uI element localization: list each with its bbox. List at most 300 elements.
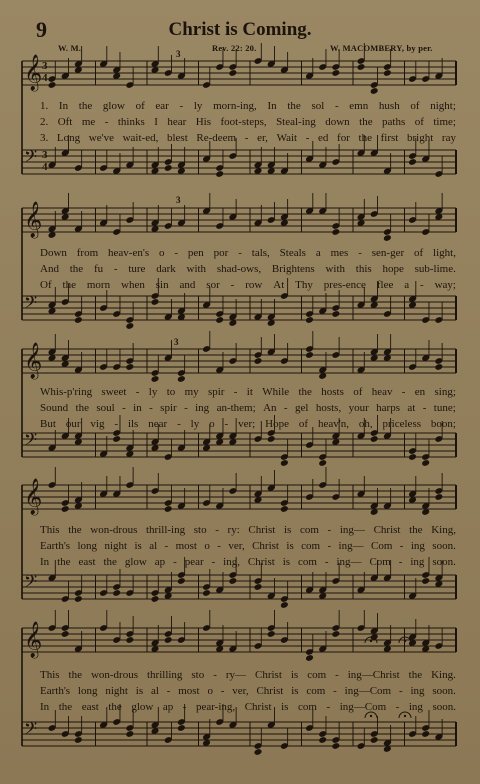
note-head <box>331 228 340 236</box>
note-head <box>267 630 276 638</box>
lyric-word: And <box>40 263 59 275</box>
hymn-title: Christ is Coming. <box>168 19 312 40</box>
lyric-word: to <box>166 386 176 398</box>
lyric-word: in <box>133 402 142 414</box>
lyric-word: is <box>290 669 299 681</box>
lyric-word: heav <box>371 386 393 398</box>
lyric-word: o <box>204 540 210 552</box>
bass-clef-icon: 𝄢 <box>24 571 38 596</box>
lyric-word: hosts, <box>315 402 342 414</box>
lyric-word: ture <box>128 263 146 275</box>
lyric-word: - <box>135 386 140 398</box>
lyric-word: soon. <box>432 685 456 697</box>
lyric-word: - <box>220 685 225 697</box>
lyric-word: - <box>401 386 406 398</box>
lyric-line <box>40 245 456 261</box>
lyric-word: of <box>410 100 420 112</box>
lyric-word: time; <box>433 116 456 128</box>
lyric-word: a <box>404 279 410 291</box>
note-head <box>112 435 121 443</box>
note-head <box>318 459 327 467</box>
lyric-word: foot-steps, <box>220 116 267 128</box>
lyric-word: com <box>297 556 317 568</box>
lyric-word: - <box>327 524 332 536</box>
note-head <box>151 298 160 306</box>
lyric-word: the <box>408 669 423 681</box>
note-head <box>331 69 340 77</box>
time-signature-digit: 4 <box>42 72 48 84</box>
lyric-word: sin <box>155 279 169 291</box>
lyric-word: This <box>40 524 60 536</box>
note-head <box>318 736 327 744</box>
lyric-word: ing <box>410 556 425 568</box>
note-head <box>254 748 263 756</box>
lyric-word: - <box>166 685 171 697</box>
hymn-number: 9 <box>36 17 47 42</box>
lyric-word: - <box>104 116 109 128</box>
lyric-word: - <box>149 402 153 414</box>
lyric-word: paths <box>382 116 406 128</box>
treble-clef-icon: 𝄞 <box>24 621 43 658</box>
lyric-word: Christ <box>255 669 282 681</box>
lyric-line <box>40 98 456 114</box>
note-head <box>74 316 83 324</box>
treble-clef-icon: 𝄞 <box>24 201 43 238</box>
lyric-word: - <box>211 556 216 568</box>
lyric-word: - <box>174 247 179 259</box>
lyric-line <box>40 554 456 570</box>
lyric-word: the <box>103 556 117 568</box>
lyric-line <box>40 384 456 400</box>
lyric-word: the <box>69 263 84 275</box>
lyric-word: sto <box>193 524 207 536</box>
lyric-word: the <box>58 701 73 713</box>
time-signature-digit: 4 <box>42 161 48 173</box>
lyric-word: ing <box>195 402 210 414</box>
lyrics-system-1 <box>40 98 456 146</box>
lyric-word: - <box>215 524 219 536</box>
lyric-word: Christ <box>373 524 401 536</box>
treble-clef-icon: 𝄞 <box>24 342 43 379</box>
lyric-word: way; <box>434 279 456 291</box>
lyric-word: night <box>105 685 128 697</box>
lyric-word: bright <box>406 132 434 144</box>
lyric-line <box>40 277 456 293</box>
lyric-word: - <box>184 402 188 414</box>
note-head <box>267 435 276 443</box>
lyric-word: is <box>135 685 144 697</box>
lyrics-system-2 <box>40 245 456 293</box>
lyric-word: of <box>353 386 363 398</box>
lyric-word: 1. <box>40 100 49 112</box>
lyric-word: boon; <box>430 418 456 430</box>
note-head <box>331 310 340 318</box>
lyric-line <box>40 130 456 146</box>
lyric-word: ly <box>190 418 200 430</box>
lyric-line <box>40 416 456 432</box>
note-head <box>434 363 443 371</box>
note-head <box>177 577 186 585</box>
lyric-word: soul <box>96 402 115 414</box>
lyric-word: Whis-p'ring <box>40 386 93 398</box>
lyric-word: ver; <box>238 418 256 430</box>
note-head <box>383 234 392 242</box>
lyric-word: - <box>358 247 362 259</box>
lyric-word: ing, <box>223 556 240 568</box>
lyric-word: - <box>420 279 424 291</box>
lyric-word: the <box>57 556 71 568</box>
lyric-word: the <box>359 116 373 128</box>
lyric-word: fu <box>93 263 104 275</box>
lyric-word: Christ <box>247 556 275 568</box>
lyric-word: priceless <box>382 418 421 430</box>
bass-clef-icon: 𝄢 <box>24 429 38 454</box>
note-head <box>202 589 211 597</box>
lyric-word: Long <box>56 132 81 144</box>
lyric-word: Earth's <box>40 540 71 552</box>
lyric-word: me <box>81 116 96 128</box>
lyric-word: ils <box>127 418 139 430</box>
lyric-word: - <box>177 418 181 430</box>
lyric-word: with <box>186 263 207 275</box>
lyric-word: - <box>305 132 310 144</box>
lyric-line <box>40 400 456 416</box>
lyric-word: In <box>267 100 277 112</box>
lyric-line <box>40 699 456 715</box>
lyric-line <box>40 261 456 277</box>
lyric-word: sol <box>311 100 325 112</box>
lyric-word: ing— <box>338 540 364 552</box>
lyric-word: - <box>179 100 184 112</box>
note-head <box>228 69 237 77</box>
lyric-word: the <box>287 100 301 112</box>
lyric-word: pear <box>184 556 204 568</box>
lyric-word: Oft <box>57 116 73 128</box>
lyric-word: pear-ing, <box>195 701 236 713</box>
note-head <box>331 742 340 750</box>
lyric-word: with <box>325 263 346 275</box>
note-head <box>48 81 57 89</box>
lyric-word: com <box>299 524 319 536</box>
lyric-word: hosts <box>321 386 344 398</box>
triplet-mark: 3 <box>180 312 185 322</box>
lyric-word: - <box>230 279 235 291</box>
composer-credit: W. MACOMBERY, by per. <box>330 43 433 53</box>
treble-clef-icon: 𝄞 <box>24 478 43 515</box>
treble-clef-icon: 𝄞 <box>24 54 43 91</box>
lyric-word: Earth's <box>40 685 71 697</box>
lyric-word: Wait <box>276 132 298 144</box>
lyric-word: - <box>122 402 126 414</box>
lyric-word: ing—Com <box>339 701 387 713</box>
lyric-word: pres-ence <box>323 279 366 291</box>
lyric-word: - <box>224 418 229 430</box>
note-head <box>305 654 314 662</box>
lyric-word: por <box>213 247 229 259</box>
lyric-word: Steal-ing <box>276 116 316 128</box>
lyric-word: In <box>40 556 50 568</box>
lyric-word: thrill-ing <box>146 524 186 536</box>
note-head <box>125 322 134 330</box>
lyric-word: - <box>398 556 403 568</box>
lyric-word: com <box>298 701 317 713</box>
note-head <box>164 636 173 644</box>
lyric-word: hush <box>378 100 400 112</box>
lyric-word: Christ <box>244 701 272 713</box>
note-head <box>383 69 392 77</box>
lyric-word: Of <box>40 279 52 291</box>
lyric-word: ray <box>441 132 456 144</box>
lyric-word: ry: <box>227 524 240 536</box>
fermata-dot <box>370 640 372 642</box>
lyric-word: morn <box>86 279 111 291</box>
lyric-word: morn-ing, <box>213 100 257 112</box>
lyric-word: when <box>121 279 145 291</box>
lyric-word: sub-lime. <box>414 263 456 275</box>
note-head <box>254 357 263 365</box>
lyric-word: - <box>113 263 118 275</box>
lyric-word: Hope <box>265 418 289 430</box>
lyric-word: pen <box>187 247 204 259</box>
triplet-mark: 3 <box>174 337 179 347</box>
lyrics-system-5 <box>40 667 456 715</box>
lyric-line <box>40 522 456 538</box>
note-head <box>74 595 83 603</box>
lyric-word: ly <box>148 386 158 398</box>
lyric-word: - <box>398 685 403 697</box>
note-head <box>112 589 121 597</box>
lyric-word: shad-ows, <box>216 263 262 275</box>
lyric-word: - <box>244 132 249 144</box>
lyric-word: vig <box>90 418 105 430</box>
note-head <box>61 630 70 638</box>
lyric-word: the <box>358 132 372 144</box>
lyric-word: ver, <box>232 685 249 697</box>
lyric-word: at <box>407 402 416 414</box>
lyric-word: and <box>179 279 196 291</box>
note-head <box>151 595 160 603</box>
note-head <box>408 158 417 166</box>
lyric-word: Brightens <box>271 263 315 275</box>
note-head <box>125 730 134 738</box>
note-head <box>305 351 314 359</box>
lyric-word: - <box>324 556 329 568</box>
lyric-word: heav-en's <box>108 247 150 259</box>
lyric-word: - <box>326 701 331 713</box>
lyric-word: - <box>233 386 238 398</box>
note-head <box>125 636 134 644</box>
lyric-line <box>40 683 456 699</box>
lyric-word: dark <box>156 263 176 275</box>
lyric-word: - <box>173 556 177 568</box>
lyric-word: won-drous <box>90 669 139 681</box>
lyric-word: 3. <box>40 132 49 144</box>
lyric-word: o <box>158 247 165 259</box>
lyric-word: - <box>335 669 339 681</box>
time-signature-digit: 3 <box>42 149 48 161</box>
lyric-word: down <box>325 116 350 128</box>
note-head <box>74 736 83 744</box>
lyric-word: tals, <box>251 247 270 259</box>
note-head <box>164 164 173 172</box>
lyric-word: In <box>58 100 69 112</box>
lyric-word: the <box>68 524 82 536</box>
lyric-word: sing; <box>434 386 456 398</box>
lyric-word: the <box>75 402 89 414</box>
note-head <box>125 363 134 371</box>
lyric-word: sweet <box>101 386 127 398</box>
note-head <box>280 601 289 609</box>
note-head <box>164 505 173 513</box>
lyric-word: ing <box>410 685 425 697</box>
lyric-word: we've <box>88 132 114 144</box>
note-head <box>421 730 430 738</box>
lyric-word: row <box>245 279 263 291</box>
note-head <box>408 453 417 461</box>
note-head <box>357 63 366 71</box>
lyric-word: your <box>348 402 369 414</box>
note-head <box>434 493 443 501</box>
lyric-word: - <box>217 540 221 552</box>
lyric-word: night; <box>430 100 456 112</box>
lyric-word: Christ <box>252 540 279 552</box>
lyric-word: sen-ger <box>371 247 405 259</box>
lyric-word: sto <box>191 669 205 681</box>
note-head <box>370 87 379 95</box>
lyric-word: oh, <box>358 418 373 430</box>
note-head <box>421 577 430 585</box>
lyric-word: Com <box>370 540 393 552</box>
lyric-word: o <box>207 685 213 697</box>
lyrics-system-4 <box>40 522 456 570</box>
lyric-word: of <box>414 116 424 128</box>
lyric-word: - <box>283 402 288 414</box>
triplet-mark: 3 <box>176 49 181 59</box>
lyric-line <box>40 538 456 554</box>
lyric-word: - <box>399 540 404 552</box>
lyric-word: - <box>422 402 427 414</box>
lyric-word: ear <box>155 100 169 112</box>
lyric-word: of <box>298 418 309 430</box>
lyric-word: - <box>114 418 119 430</box>
lyric-word: ap <box>162 701 174 713</box>
lyric-word: the <box>68 669 82 681</box>
lyric-word: glow <box>124 556 147 568</box>
note-head <box>305 316 314 324</box>
lyrics-system-3 <box>40 384 456 432</box>
lyric-word: hope <box>382 263 404 275</box>
note-head <box>331 630 340 638</box>
lyric-word: ing <box>408 701 423 713</box>
lyric-word: er, <box>257 132 268 144</box>
lyric-word: the <box>62 279 76 291</box>
lyric-word: King, <box>431 524 456 536</box>
lyric-word: won-drous <box>90 524 138 536</box>
lyric-word: Re-deem <box>196 132 237 144</box>
lyric-word: near <box>148 418 168 430</box>
lyric-word: mes <box>330 247 349 259</box>
lyric-word: of <box>414 247 424 259</box>
lyric-word: wait-ed, <box>122 132 159 144</box>
lyric-word: Christ <box>256 685 284 697</box>
note-head <box>370 435 379 443</box>
lyric-word: is <box>281 701 289 713</box>
lyric-line <box>40 114 456 130</box>
lyric-word: sor <box>206 279 220 291</box>
lyric-word: soon. <box>432 556 456 568</box>
lyric-word: east <box>81 701 99 713</box>
lyric-word: King. <box>431 669 456 681</box>
lyric-word: But <box>40 418 56 430</box>
lyric-word: this <box>355 263 372 275</box>
note-head <box>177 724 186 732</box>
lyric-word: east <box>78 556 96 568</box>
lyric-word: - <box>395 701 400 713</box>
lyric-word: thrilling <box>146 669 183 681</box>
lyric-word: is <box>283 524 292 536</box>
lyric-word: glow <box>102 100 125 112</box>
lyric-word: - <box>333 685 337 697</box>
lyric-word: first <box>380 132 399 144</box>
note-head <box>151 375 160 383</box>
lyric-word: - <box>334 100 339 112</box>
lyric-word: ing— <box>336 556 362 568</box>
lyric-word: it <box>246 386 253 398</box>
note-head <box>421 459 430 467</box>
lyric-word: the <box>409 524 423 536</box>
lyric-word: al <box>150 685 159 697</box>
lyric-word: 2. <box>40 116 49 128</box>
lyric-word: an-them; <box>216 402 256 414</box>
lyric-word: al <box>149 540 158 552</box>
lyric-word: While <box>262 386 290 398</box>
lyric-word: This <box>40 669 60 681</box>
note-head <box>370 736 379 744</box>
bass-clef-icon: 𝄢 <box>24 146 38 171</box>
lyric-line <box>40 667 456 683</box>
lyric-word: ap <box>154 556 166 568</box>
lyric-word: An <box>263 402 277 414</box>
time-signature-digit: 3 <box>42 60 48 72</box>
lyric-word: our <box>65 418 81 430</box>
lyric-word: ver, <box>228 540 245 552</box>
lyric-word: of <box>135 100 145 112</box>
lyric-word: for <box>337 132 350 144</box>
lyric-word: - <box>182 701 187 713</box>
note-head <box>280 505 289 513</box>
lyric-word: a <box>315 247 321 259</box>
lyric-word: com <box>307 669 327 681</box>
lyric-word: emn <box>349 100 369 112</box>
lyric-word: ing—Com <box>344 685 392 697</box>
lyric-word: the <box>78 100 93 112</box>
lyric-word: my <box>184 386 199 398</box>
lyric-word: spir <box>207 386 225 398</box>
fermata-dot <box>370 715 372 717</box>
lyric-word: flee <box>376 279 394 291</box>
lyric-word: harps <box>376 402 400 414</box>
lyric-word: ing <box>410 540 425 552</box>
triplet-mark: 3 <box>176 195 181 205</box>
lyric-word: heav'n, <box>317 418 349 430</box>
fermata-dot <box>404 715 406 717</box>
note-head <box>215 170 224 178</box>
lyric-word: His <box>195 116 212 128</box>
lyric-word: is <box>286 540 294 552</box>
lyric-word: long <box>77 685 98 697</box>
lyric-word: thinks <box>117 116 145 128</box>
lyric-word: - <box>238 247 242 259</box>
